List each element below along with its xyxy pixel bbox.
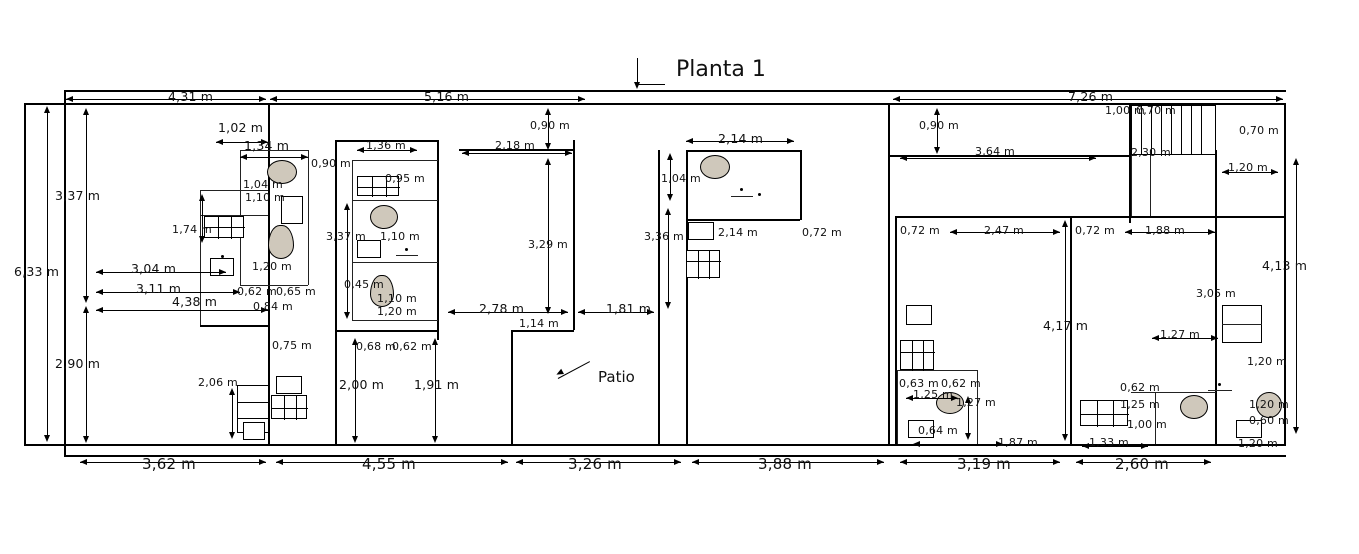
dim-bot-2-arrow-r bbox=[501, 459, 508, 465]
faucet-dot-3 bbox=[740, 188, 743, 191]
wall-h-5 bbox=[511, 330, 574, 332]
dim-left-290-arrow-d bbox=[83, 436, 89, 443]
dim-0-65: 0,65 m bbox=[276, 285, 316, 298]
dim-2-78: 2,78 m bbox=[479, 301, 525, 316]
wall-partition-5 bbox=[573, 140, 575, 330]
dim-438-al bbox=[96, 307, 103, 313]
dim-214a-ar bbox=[787, 138, 794, 144]
wall-exterior-right bbox=[1284, 103, 1286, 446]
dim-364-ar bbox=[1089, 155, 1096, 161]
kitchen-counter-3 bbox=[271, 395, 307, 419]
dim-3-37-left: 3,37 m bbox=[55, 188, 101, 203]
dim-218-ar bbox=[565, 150, 572, 156]
wall-h-6 bbox=[686, 150, 800, 152]
dim-2-18: 2,18 m bbox=[495, 139, 535, 152]
dim-left-337-arrow-u bbox=[83, 108, 89, 115]
dim-4-17: 4,17 m bbox=[1043, 318, 1089, 333]
dim-337b-line bbox=[347, 205, 348, 315]
dim-3-05: 3,05 m bbox=[1196, 287, 1236, 300]
dim-1-20d: 1,20 m bbox=[1247, 355, 1287, 368]
dim-136-al bbox=[357, 147, 364, 153]
dim-304-ar bbox=[219, 269, 226, 275]
dim-278-ar bbox=[561, 309, 568, 315]
dim-bot-2-arrow-l bbox=[276, 459, 283, 465]
dim-2-14a: 2,14 m bbox=[718, 131, 764, 146]
dim-0-72c: 0,72 m bbox=[1075, 224, 1115, 237]
dim-125a-al bbox=[906, 395, 913, 401]
dim-136-ar bbox=[410, 147, 417, 153]
dim-336-ad bbox=[665, 302, 671, 309]
sink-3 bbox=[276, 376, 302, 394]
title-leader bbox=[637, 58, 638, 84]
dim-0-68: 0,68 m bbox=[356, 340, 396, 353]
dim-3-88: 3,88 m bbox=[758, 455, 812, 473]
dim-0-72b: 0,72 m bbox=[900, 224, 940, 237]
dim-102-al bbox=[216, 139, 223, 145]
wall-thin-9 bbox=[352, 262, 438, 263]
dim-1-20c: 1,20 m bbox=[1228, 161, 1268, 174]
dim-0-90a: 0,90 m bbox=[311, 157, 351, 170]
dim-1-10a: 1,10 m bbox=[245, 191, 285, 204]
wall-h-7 bbox=[686, 219, 800, 221]
dim-1-27a: 1,27 m bbox=[956, 396, 996, 409]
patio-label: Patio bbox=[598, 368, 635, 386]
wall-thin-6 bbox=[308, 150, 309, 285]
dim-337b-ad bbox=[344, 312, 350, 319]
dim-3-37b: 3,37 m bbox=[326, 230, 366, 243]
wall-thin-11 bbox=[352, 160, 438, 161]
dim-top-1-line bbox=[66, 99, 266, 100]
dim-0-84: 0,84 m bbox=[253, 300, 293, 313]
faucet-line-2 bbox=[396, 255, 418, 256]
dim-104b-au bbox=[667, 153, 673, 160]
dim-5-16: 5,16 m bbox=[424, 89, 470, 104]
dim-left-633-arrow-d bbox=[44, 435, 50, 442]
page-title: Planta 1 bbox=[676, 57, 766, 82]
dim-4-31: 4,31 m bbox=[168, 89, 214, 104]
dim-bot-6-arrow-r bbox=[1204, 459, 1211, 465]
dim-0-45: 0,45 m bbox=[344, 278, 384, 291]
dim-1-74: 1,74 m bbox=[172, 223, 212, 236]
wall-partition-3 bbox=[437, 140, 439, 340]
dim-3-19: 3,19 m bbox=[957, 455, 1011, 473]
dim-134-al bbox=[240, 154, 247, 160]
dim-0-90c: 0,90 m bbox=[919, 119, 959, 132]
dim-2-14b: 2,14 m bbox=[718, 226, 758, 239]
dim-2-47: 2,47 m bbox=[984, 224, 1024, 237]
dim-304-al bbox=[96, 269, 103, 275]
dim-1-14: 1,14 m bbox=[519, 317, 559, 330]
dim-7-26: 7,26 m bbox=[1068, 89, 1114, 104]
dim-191-ad bbox=[432, 436, 438, 443]
wall-thin-14 bbox=[897, 370, 977, 371]
dim-bot-4-arrow-l bbox=[692, 459, 699, 465]
sink-basin-2 bbox=[370, 205, 398, 229]
dim-1-20b: 1,20 m bbox=[377, 305, 417, 318]
dim-134-ar bbox=[301, 154, 308, 160]
wall-partition-2 bbox=[335, 140, 337, 444]
dim-206-au bbox=[229, 388, 235, 395]
dim-left-337-line bbox=[86, 110, 87, 300]
dim-214a-al bbox=[686, 138, 693, 144]
dim-3-26: 3,26 m bbox=[568, 455, 622, 473]
dim-329-au bbox=[545, 158, 551, 165]
dim-247-al bbox=[950, 229, 957, 235]
dim-090c-ad bbox=[934, 147, 940, 154]
wall-partition-8 bbox=[800, 150, 802, 220]
dim-0-70a: 0,70 m bbox=[1239, 124, 1279, 137]
faucet-dot-4 bbox=[758, 193, 761, 196]
dim-090c-au bbox=[934, 108, 940, 115]
dim-0-62c: 0,62 m bbox=[941, 377, 981, 390]
wall-partition-6 bbox=[658, 150, 660, 444]
dim-left-290-arrow-u bbox=[83, 306, 89, 313]
dim-top-3-arrow-l bbox=[893, 96, 900, 102]
dim-174-ad bbox=[199, 236, 205, 243]
wall-inner-left bbox=[64, 90, 66, 457]
dim-134-line bbox=[240, 157, 308, 158]
dim-2-06: 2,06 m bbox=[198, 376, 238, 389]
dim-1-20e: 1,20 m bbox=[1249, 398, 1289, 411]
dim-1-88: 1,88 m bbox=[1145, 224, 1185, 237]
stairs-wall-mid bbox=[1150, 155, 1151, 216]
dim-0-62a: 0,62 m bbox=[237, 285, 277, 298]
wall-h-8 bbox=[895, 216, 1285, 218]
sink-4 bbox=[243, 422, 265, 440]
toilet-1 bbox=[268, 225, 294, 259]
dim-2-60: 2,60 m bbox=[1115, 455, 1169, 473]
dim-6-33: 6,33 m bbox=[14, 264, 60, 279]
dim-bot-5-arrow-r bbox=[1053, 459, 1060, 465]
dim-0-90b: 0,90 m bbox=[530, 119, 570, 132]
faucet-line-3 bbox=[731, 196, 753, 197]
dim-top-2-arrow-l bbox=[270, 96, 277, 102]
faucet-dot-5 bbox=[1218, 383, 1221, 386]
dim-1-87: 1,87 m bbox=[998, 436, 1038, 449]
dim-1-10b: 1,10 m bbox=[380, 230, 420, 243]
dim-127b-al bbox=[1152, 335, 1159, 341]
dim-left-337-arrow-d bbox=[83, 296, 89, 303]
dim-181-al bbox=[578, 309, 585, 315]
dim-3-62: 3,62 m bbox=[142, 455, 196, 473]
dim-187-al bbox=[913, 441, 920, 447]
dim-188-ar bbox=[1208, 229, 1215, 235]
dim-bot-3-arrow-r bbox=[674, 459, 681, 465]
dim-0-62d: 0,62 m bbox=[1120, 381, 1160, 394]
wall-thin-13 bbox=[897, 370, 898, 444]
dim-191-au bbox=[432, 338, 438, 345]
sink-5 bbox=[688, 222, 714, 240]
dim-3-29: 3,29 m bbox=[528, 238, 568, 251]
dim-0-62b: 0,62 m bbox=[392, 340, 432, 353]
dim-187-line bbox=[913, 444, 1003, 445]
dim-0-64: 0,64 m bbox=[918, 424, 958, 437]
dim-1-04a: 1,04 m bbox=[243, 178, 283, 191]
dim-218-line bbox=[462, 153, 572, 154]
dim-438-line bbox=[96, 310, 268, 311]
dim-2-00: 2,00 m bbox=[339, 377, 385, 392]
dim-3-04: 3,04 m bbox=[131, 261, 177, 276]
dim-left-633-arrow-u bbox=[44, 106, 50, 113]
dim-3-11: 3,11 m bbox=[136, 281, 182, 296]
dim-188-al bbox=[1125, 229, 1132, 235]
faucet-line-5 bbox=[1208, 390, 1232, 391]
wall-partition-7 bbox=[686, 150, 688, 444]
dim-top-1-arrow-r bbox=[259, 96, 266, 102]
faucet-dot-2 bbox=[405, 248, 408, 251]
dim-bot-1-arrow-l bbox=[80, 459, 87, 465]
dim-1-00a: 1,00 m bbox=[1127, 418, 1167, 431]
dim-1-20f: 1,20 m bbox=[1238, 437, 1278, 450]
dim-329-line bbox=[548, 160, 549, 310]
dim-278-al bbox=[448, 309, 455, 315]
dim-bot-4-arrow-r bbox=[877, 459, 884, 465]
dim-104b-ad bbox=[667, 194, 673, 201]
dim-120c-ar bbox=[1271, 169, 1278, 175]
appliance-2 bbox=[686, 250, 720, 278]
dim-0-95: 0,95 m bbox=[385, 172, 425, 185]
dim-206-ad bbox=[229, 432, 235, 439]
dim-206-line bbox=[232, 390, 233, 434]
dim-0-72a: 0,72 m bbox=[802, 226, 842, 239]
dim-200-ad bbox=[352, 436, 358, 443]
dim-0-75: 0,75 m bbox=[272, 339, 312, 352]
wall-thin-8 bbox=[352, 200, 438, 201]
dim-133-ar bbox=[1141, 443, 1148, 449]
title-leader-h bbox=[637, 84, 665, 85]
dim-1-34: 1,34 m bbox=[244, 138, 290, 153]
sink-basin-5 bbox=[1180, 395, 1208, 419]
dim-4-55: 4,55 m bbox=[362, 455, 416, 473]
dim-1-04b: 1,04 m bbox=[661, 172, 701, 185]
dim-090b-au bbox=[545, 108, 551, 115]
dim-2-30: 2,30 m bbox=[1131, 146, 1171, 159]
dim-336-line bbox=[668, 210, 669, 305]
wall-inner-bottom bbox=[64, 455, 1286, 457]
faucet-dot-1 bbox=[221, 255, 224, 258]
dim-0-70b: 0,70 m bbox=[1136, 104, 1176, 117]
dim-right-413-arrow-u bbox=[1293, 158, 1299, 165]
dim-1-02: 1,02 m bbox=[218, 120, 264, 135]
dim-1-20a: 1,20 m bbox=[252, 260, 292, 273]
dim-top-2-arrow-r bbox=[578, 96, 585, 102]
patio-leader bbox=[558, 361, 590, 379]
dim-top-1-arrow-l bbox=[66, 96, 73, 102]
wall-h-3 bbox=[200, 325, 270, 327]
dim-1-36: 1,36 m bbox=[366, 139, 406, 152]
dim-0-60: 0,60 m bbox=[1249, 414, 1289, 427]
wall-partition-4 bbox=[511, 330, 513, 444]
dim-1-00b: 1,00 m bbox=[1105, 104, 1145, 117]
sink-basin-3 bbox=[700, 155, 730, 179]
dim-174-au bbox=[199, 194, 205, 201]
dim-218-al bbox=[462, 150, 469, 156]
dim-bot-1-arrow-r bbox=[259, 459, 266, 465]
dim-247-ar bbox=[1053, 229, 1060, 235]
dim-left-290-line bbox=[86, 308, 87, 438]
dim-right-413-line bbox=[1296, 160, 1297, 430]
dim-1-10c: 1,10 m bbox=[377, 292, 417, 305]
dim-311-al bbox=[96, 289, 103, 295]
dim-right-413-arrow-d bbox=[1293, 427, 1299, 434]
dim-3-36: 3,36 m bbox=[644, 230, 684, 243]
dim-337b-au bbox=[344, 203, 350, 210]
dim-417-arrow-u bbox=[1062, 220, 1068, 227]
dim-1-33: 1,33 m bbox=[1089, 436, 1129, 449]
dim-bot-3-arrow-l bbox=[516, 459, 523, 465]
dim-1-25b: 1,25 m bbox=[1120, 398, 1160, 411]
dim-2-90: 2,90 m bbox=[55, 356, 101, 371]
dim-1-25a: 1,25 m bbox=[913, 388, 953, 401]
dim-090b-ad bbox=[545, 143, 551, 150]
dim-3-64: 3,64 m bbox=[975, 145, 1015, 158]
wall-thin-12 bbox=[352, 320, 438, 321]
dim-1-91: 1,91 m bbox=[414, 377, 460, 392]
dim-417-arrow-d bbox=[1062, 434, 1068, 441]
dim-364-line bbox=[900, 158, 1096, 159]
wall-h-4 bbox=[335, 330, 439, 332]
dim-4-38: 4,38 m bbox=[172, 294, 218, 309]
stairs-wall-left bbox=[1131, 155, 1132, 216]
dim-top-3-arrow-r bbox=[1276, 96, 1283, 102]
sink-6 bbox=[906, 305, 932, 325]
dim-133-al bbox=[1082, 443, 1089, 449]
dim-127b-ar bbox=[1211, 335, 1218, 341]
dim-364-al bbox=[900, 155, 907, 161]
dim-1-81: 1,81 m bbox=[606, 301, 652, 316]
shower-2-line bbox=[1222, 324, 1262, 325]
appliance-3 bbox=[900, 340, 934, 370]
dim-1-27b: 1,27 m bbox=[1160, 328, 1200, 341]
dim-127a-ad bbox=[965, 433, 971, 440]
dim-bot-6-arrow-l bbox=[1076, 459, 1083, 465]
dim-bot-5-arrow-l bbox=[900, 459, 907, 465]
dim-336-au bbox=[665, 208, 671, 215]
dim-4-13: 4,13 m bbox=[1262, 258, 1308, 273]
dim-0-63: 0,63 m bbox=[899, 377, 939, 390]
